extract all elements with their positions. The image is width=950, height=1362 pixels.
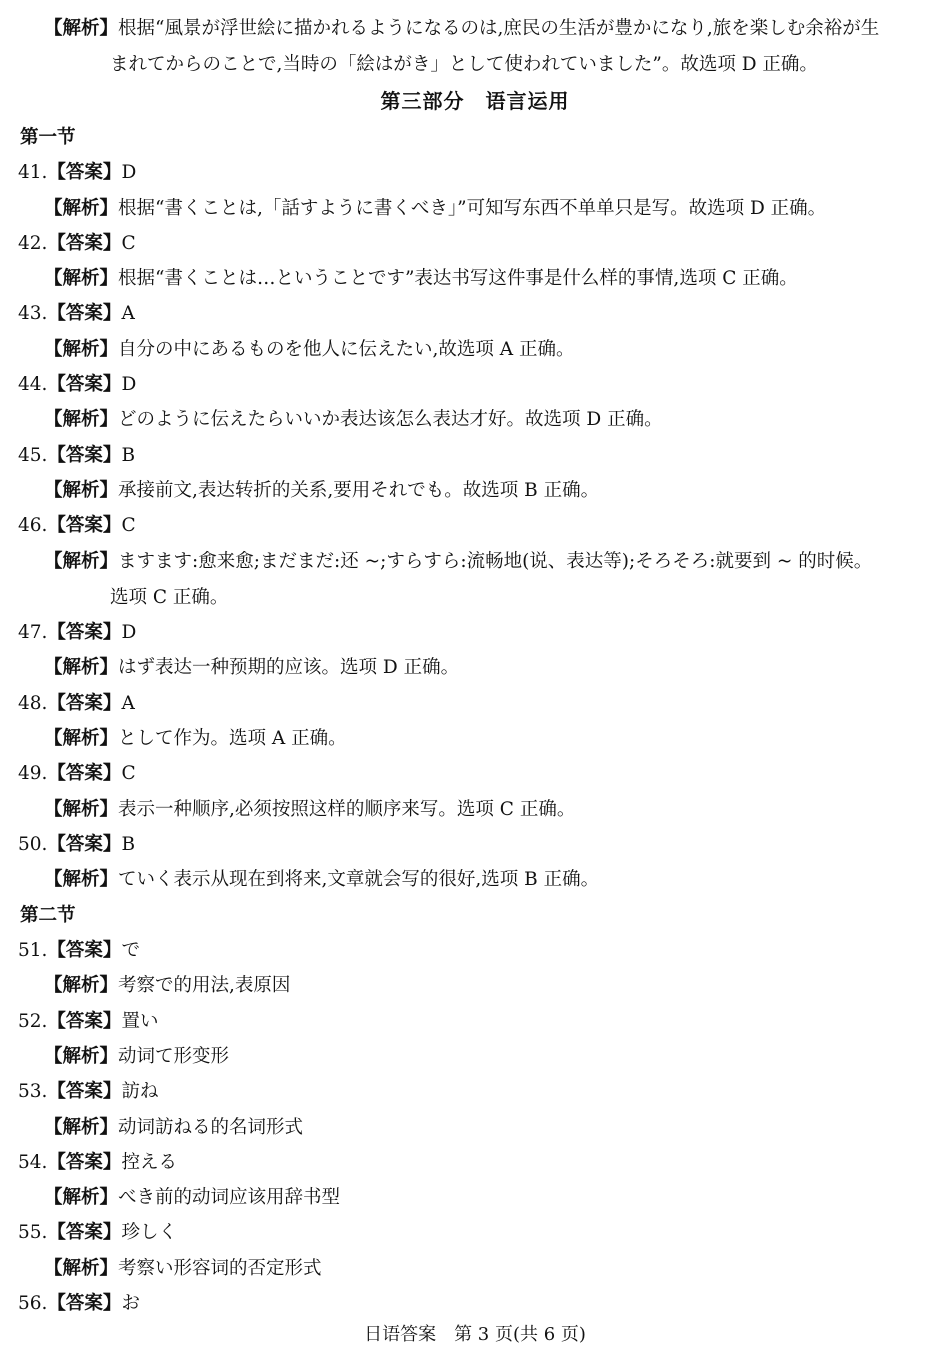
answer-label: 【答案】 xyxy=(47,162,122,183)
question-number: 48. xyxy=(18,693,48,714)
analysis-label: 【解析】 xyxy=(44,1117,119,1138)
intro-analysis-continuation: まれてからのことで,当時の「絵はがき」として使われていました”。故选项 D 正确。 xyxy=(110,54,818,75)
answer-row xyxy=(18,301,135,327)
question-number: 55. xyxy=(18,1222,48,1243)
analysis-label: 【解析】 xyxy=(44,1046,119,1067)
answer-row xyxy=(18,443,135,469)
answer-label: 【答案】 xyxy=(47,834,122,855)
question-number: 49. xyxy=(18,763,48,784)
answer-row xyxy=(18,761,136,787)
answer-row xyxy=(18,832,135,858)
answer-row xyxy=(18,1009,158,1035)
answer-row xyxy=(18,1079,158,1105)
answer-row xyxy=(18,231,136,257)
analysis-row xyxy=(44,1115,303,1141)
answer-value: で xyxy=(121,940,140,961)
analysis-text: ていく表示从现在到将来,文章就会写的很好,选项 B 正确。 xyxy=(118,869,600,890)
analysis-text: べき前的动词应该用辞书型 xyxy=(118,1187,341,1208)
answer-row xyxy=(18,938,140,964)
analysis-continuation: 选项 C 正确。 xyxy=(110,587,229,608)
analysis-text: 承接前文,表达转折的关系,要用それでも。故选项 B 正确。 xyxy=(118,480,600,501)
answer-value: A xyxy=(121,693,135,714)
intro-analysis-text: 根据“風景が浮世絵に描かれるようになるのは,庶民の生活が豊かになり,旅を楽しむ余裕が生 xyxy=(118,18,880,39)
answer-label: 【答案】 xyxy=(47,940,122,961)
answer-label: 【答案】 xyxy=(47,1152,122,1173)
analysis-text: どのように伝えたらいいか表达该怎么表达才好。故选项 D 正确。 xyxy=(118,409,663,430)
question-number: 50. xyxy=(18,834,48,855)
analysis-row xyxy=(44,655,459,681)
analysis-row xyxy=(44,1256,322,1282)
answer-label: 【答案】 xyxy=(47,1011,122,1032)
question-number: 44. xyxy=(18,374,48,395)
question-number: 53. xyxy=(18,1081,48,1102)
analysis-text: はず表达一种预期的应该。选项 D 正确。 xyxy=(118,657,460,678)
answer-label: 【答案】 xyxy=(47,515,122,536)
question-number: 52. xyxy=(18,1011,48,1032)
answer-value: 訪ね xyxy=(121,1081,159,1102)
analysis-row xyxy=(44,266,798,292)
answer-value: D xyxy=(121,374,137,395)
answer-value: A xyxy=(121,303,135,324)
answer-row xyxy=(18,1150,177,1176)
answer-value: D xyxy=(121,162,137,183)
analysis-text: 根据“書くことは,「話すように書くべき」”可知写东西不单单只是写。故选项 D 正确。 xyxy=(118,198,827,219)
question-number: 56. xyxy=(18,1293,48,1314)
analysis-row xyxy=(44,407,663,433)
answer-label: 【答案】 xyxy=(47,1293,122,1314)
analysis-row xyxy=(44,196,826,222)
question-number: 45. xyxy=(18,445,48,466)
question-number: 42. xyxy=(18,233,48,254)
answer-value: 置い xyxy=(121,1011,159,1032)
question-number: 54. xyxy=(18,1152,48,1173)
answer-label: 【答案】 xyxy=(47,693,122,714)
analysis-text: 考察い形容词的否定形式 xyxy=(118,1258,322,1279)
question-number: 41. xyxy=(18,162,48,183)
analysis-row xyxy=(44,1044,229,1070)
answer-value: B xyxy=(121,445,136,466)
analysis-label: 【解析】 xyxy=(44,799,119,820)
answer-value: D xyxy=(121,622,137,643)
analysis-text: 考察で的用法,表原因 xyxy=(118,975,291,996)
analysis-text: 自分の中にあるものを他人に伝えたい,故选项 A 正确。 xyxy=(118,339,575,360)
answer-value: 控える xyxy=(121,1152,177,1173)
answer-value: C xyxy=(121,763,136,784)
answer-label: 【答案】 xyxy=(47,445,122,466)
question-number: 51. xyxy=(18,940,48,961)
analysis-row xyxy=(44,726,347,752)
analysis-text: 根据“書くことは…ということです”表达书写这件事是什么样的事情,选项 C 正确。 xyxy=(118,268,798,289)
analysis-label: 【解析】 xyxy=(44,1187,119,1208)
answer-label: 【答案】 xyxy=(47,374,122,395)
answer-value: お xyxy=(121,1293,140,1314)
analysis-row xyxy=(44,867,599,893)
answer-row xyxy=(18,513,136,539)
analysis-label: 【解析】 xyxy=(44,728,119,749)
analysis-label: 【解析】 xyxy=(44,268,119,289)
section-heading-1: 第一节 xyxy=(20,127,76,148)
question-number: 46. xyxy=(18,515,48,536)
answer-label: 【答案】 xyxy=(47,763,122,784)
question-number: 43. xyxy=(18,303,48,324)
analysis-label: 【解析】 xyxy=(44,198,119,219)
analysis-row xyxy=(44,337,575,363)
analysis-label: 【解析】 xyxy=(44,409,119,430)
analysis-label: 【解析】 xyxy=(44,339,119,360)
answer-row xyxy=(18,1220,177,1246)
analysis-text: ますます:愈来愈;まだまだ:还 ~;すらすら:流畅地(说、表达等);そろそろ:就要到 ~ 的时候。 xyxy=(118,551,873,572)
analysis-text: 表示一种顺序,必须按照这样的顺序来写。选项 C 正确。 xyxy=(118,799,576,820)
analysis-label: 【解析】 xyxy=(44,18,119,39)
answer-value: C xyxy=(121,233,136,254)
answer-row xyxy=(18,372,136,398)
analysis-row xyxy=(44,549,872,575)
answer-label: 【答案】 xyxy=(47,1081,122,1102)
analysis-row xyxy=(44,1185,340,1211)
analysis-label: 【解析】 xyxy=(44,657,119,678)
answer-row xyxy=(18,691,135,717)
analysis-row xyxy=(44,478,599,504)
analysis-row xyxy=(44,797,575,823)
answer-value: 珍しく xyxy=(121,1222,177,1243)
intro-analysis-line xyxy=(44,16,879,42)
part-title: 第三部分 语言运用 xyxy=(380,89,570,113)
section-heading-2: 第二节 xyxy=(20,905,76,926)
analysis-label: 【解析】 xyxy=(44,480,119,501)
answer-label: 【答案】 xyxy=(47,303,122,324)
page-footer: 日语答案 第 3 页(共 6 页) xyxy=(364,1324,586,1345)
analysis-label: 【解析】 xyxy=(44,975,119,996)
answer-label: 【答案】 xyxy=(47,1222,122,1243)
question-number: 47. xyxy=(18,622,48,643)
answer-row xyxy=(18,160,136,186)
answer-value: B xyxy=(121,834,136,855)
analysis-row xyxy=(44,973,290,999)
answer-value: C xyxy=(121,515,136,536)
analysis-label: 【解析】 xyxy=(44,551,119,572)
analysis-label: 【解析】 xyxy=(44,1258,119,1279)
analysis-label: 【解析】 xyxy=(44,869,119,890)
analysis-text: 动词て形变形 xyxy=(118,1046,230,1067)
answer-label: 【答案】 xyxy=(47,622,122,643)
analysis-text: 动词訪ねる的名词形式 xyxy=(118,1117,304,1138)
answer-label: 【答案】 xyxy=(47,233,122,254)
analysis-text: として作为。选项 A 正确。 xyxy=(118,728,347,749)
answer-row xyxy=(18,1291,140,1317)
answer-row xyxy=(18,620,136,646)
